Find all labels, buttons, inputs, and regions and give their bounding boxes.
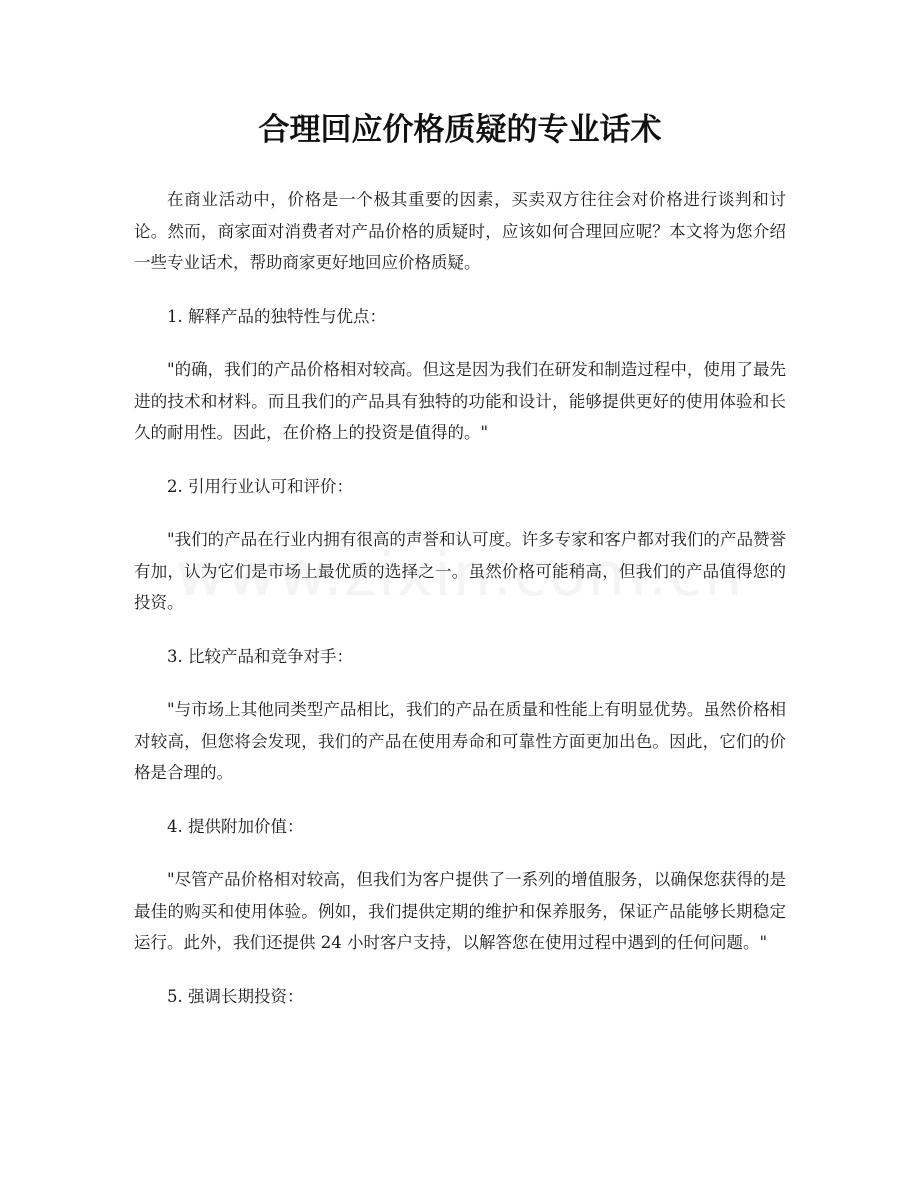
section-body-4: "尽管产品价格相对较高，但我们为客户提供了一系列的增值服务，以确保您获得的是最佳的购买和使用体验。例如，我们提供定期的维护和保养服务，保证产品能够长期稳定运行。此外，我们还提供 24 小时客户支持，以解答您在使用过程中遇到的任何问题。" xyxy=(134,870,786,952)
section-heading-3: 3. 比较产品和竞争对手： xyxy=(167,646,353,666)
document-title: 合理回应价格质疑的专业话术 xyxy=(258,112,662,148)
section-heading-4: 4. 提供附加价值： xyxy=(167,816,304,836)
section-heading-2: 2. 引用行业认可和评价： xyxy=(167,476,353,496)
document-body xyxy=(134,184,786,1012)
section-body-3: "与市场上其他同类型产品相比，我们的产品在质量和性能上有明显优势。虽然价格相对较高，但您将会发现，我们的产品在使用寿命和可靠性方面更加出色。因此，它们的价格是合理的。 xyxy=(134,700,786,782)
intro-paragraph: 在商业活动中，价格是一个极其重要的因素，买卖双方往往会对价格进行谈判和讨论。然而，商家面对消费者对产品价格的质疑时，应该如何合理回应呢？本文将为您介绍一些专业话术，帮助商家更好地回应价格质疑。 xyxy=(134,190,786,272)
section-heading-5: 5. 强调长期投资： xyxy=(167,986,304,1006)
section-body-1: "的确，我们的产品价格相对较高。但这是因为我们在研发和制造过程中，使用了最先进的技术和材料。而且我们的产品具有独特的功能和设计，能够提供更好的使用体验和长久的耐用性。因此，在价格上的投资是值得的。" xyxy=(134,360,786,442)
section-body-2: "我们的产品在行业内拥有很高的声誉和认可度。许多专家和客户都对我们的产品赞誉有加，认为它们是市场上最优质的选择之一。虽然价格可能稍高，但我们的产品值得您的投资。 xyxy=(134,530,786,612)
section-heading-1: 1. 解释产品的独特性与优点： xyxy=(167,306,386,326)
